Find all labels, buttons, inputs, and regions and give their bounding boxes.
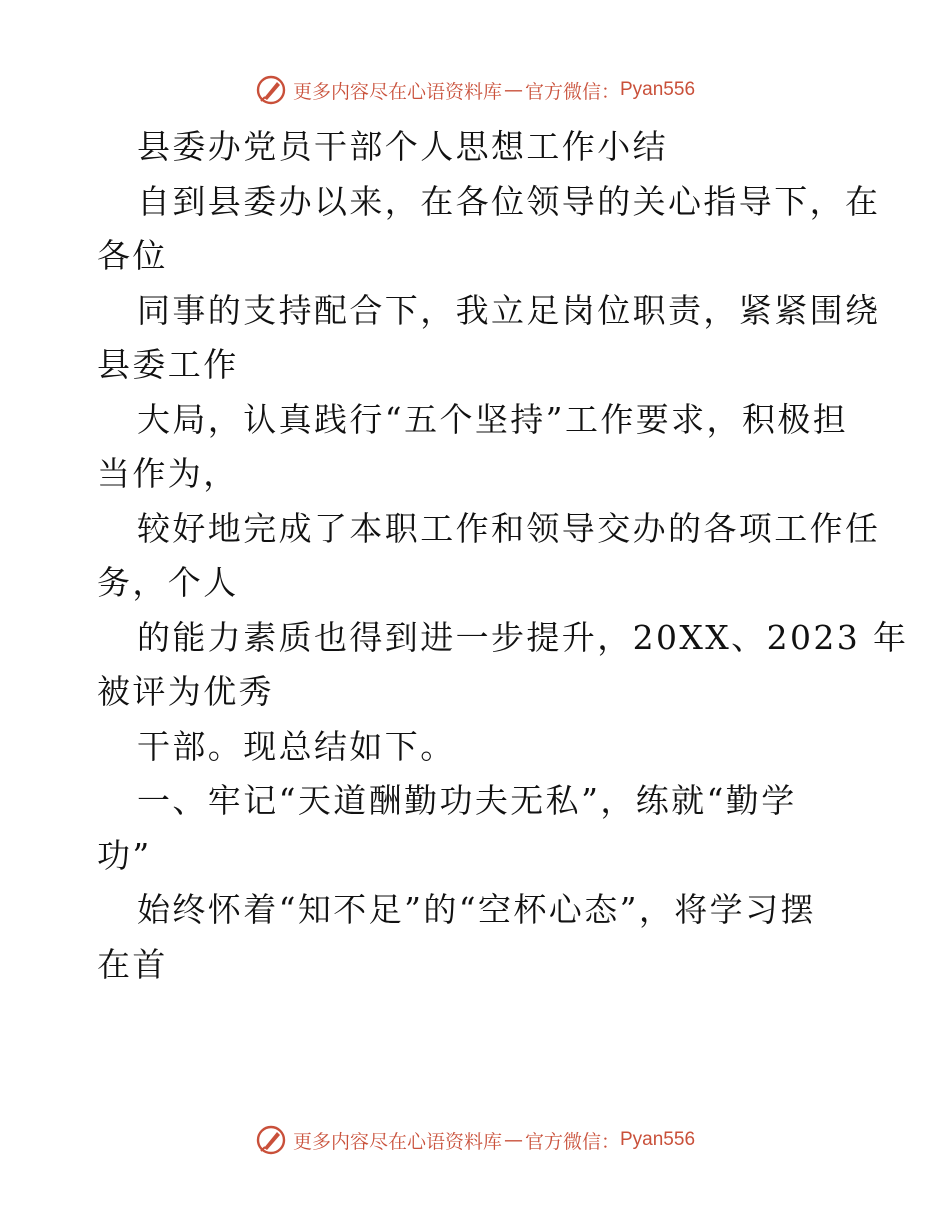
paragraph-line: 县委工作 xyxy=(97,345,239,384)
footer-watermark xyxy=(0,1120,950,1160)
paragraph-line: 自到县委办以来，在各位领导的关心指导下，在 xyxy=(137,181,881,221)
paragraph-line: 县委办党员干部个人思想工作小结 xyxy=(137,127,668,166)
paragraph-line: 大局，认真践行“五个坚持”工作要求，积极担 xyxy=(137,399,849,439)
watermark-main-text: 更多内容尽在心语资料库 xyxy=(292,1130,502,1153)
paragraph-line: 干部。现总结如下。 xyxy=(137,726,456,766)
watermark-wechat-id: Pyan556 xyxy=(620,1129,696,1150)
watermark-sub-text: 官方微信： xyxy=(524,80,620,103)
paragraph-line: 同事的支持配合下，我立足岗位职责，紧紧围绕 xyxy=(137,290,881,330)
paragraph-line: 被评为优秀 xyxy=(97,672,274,711)
paragraph-line: 各位 xyxy=(97,236,168,275)
paragraph-line: 务，个人 xyxy=(97,563,239,602)
paragraph-line: 功” xyxy=(97,835,152,875)
document-body xyxy=(97,120,909,992)
watermark-sub-text: 官方微信： xyxy=(524,1130,620,1153)
watermark-separator: — xyxy=(503,1129,523,1151)
paragraph-line: 当作为， xyxy=(97,454,239,493)
paragraph-line: 的能力素质也得到进一步提升，20XX、2023 年 xyxy=(137,617,909,657)
watermark-wechat-id: Pyan556 xyxy=(620,79,696,100)
quill-logo-icon xyxy=(255,1124,287,1156)
paragraph-line: 一、牢记“天道酬勤功夫无私”，练就“勤学 xyxy=(137,781,797,820)
header-watermark xyxy=(0,70,950,110)
paragraph-line: 始终怀着“知不足”的“空杯心态”，将学习摆 xyxy=(137,890,816,929)
watermark-main-text: 更多内容尽在心语资料库 xyxy=(292,80,502,103)
watermark-separator: — xyxy=(503,79,523,101)
paragraph-line: 在首 xyxy=(97,944,168,984)
quill-logo-icon xyxy=(255,74,287,106)
paragraph-line: 较好地完成了本职工作和领导交办的各项工作任 xyxy=(137,508,881,548)
